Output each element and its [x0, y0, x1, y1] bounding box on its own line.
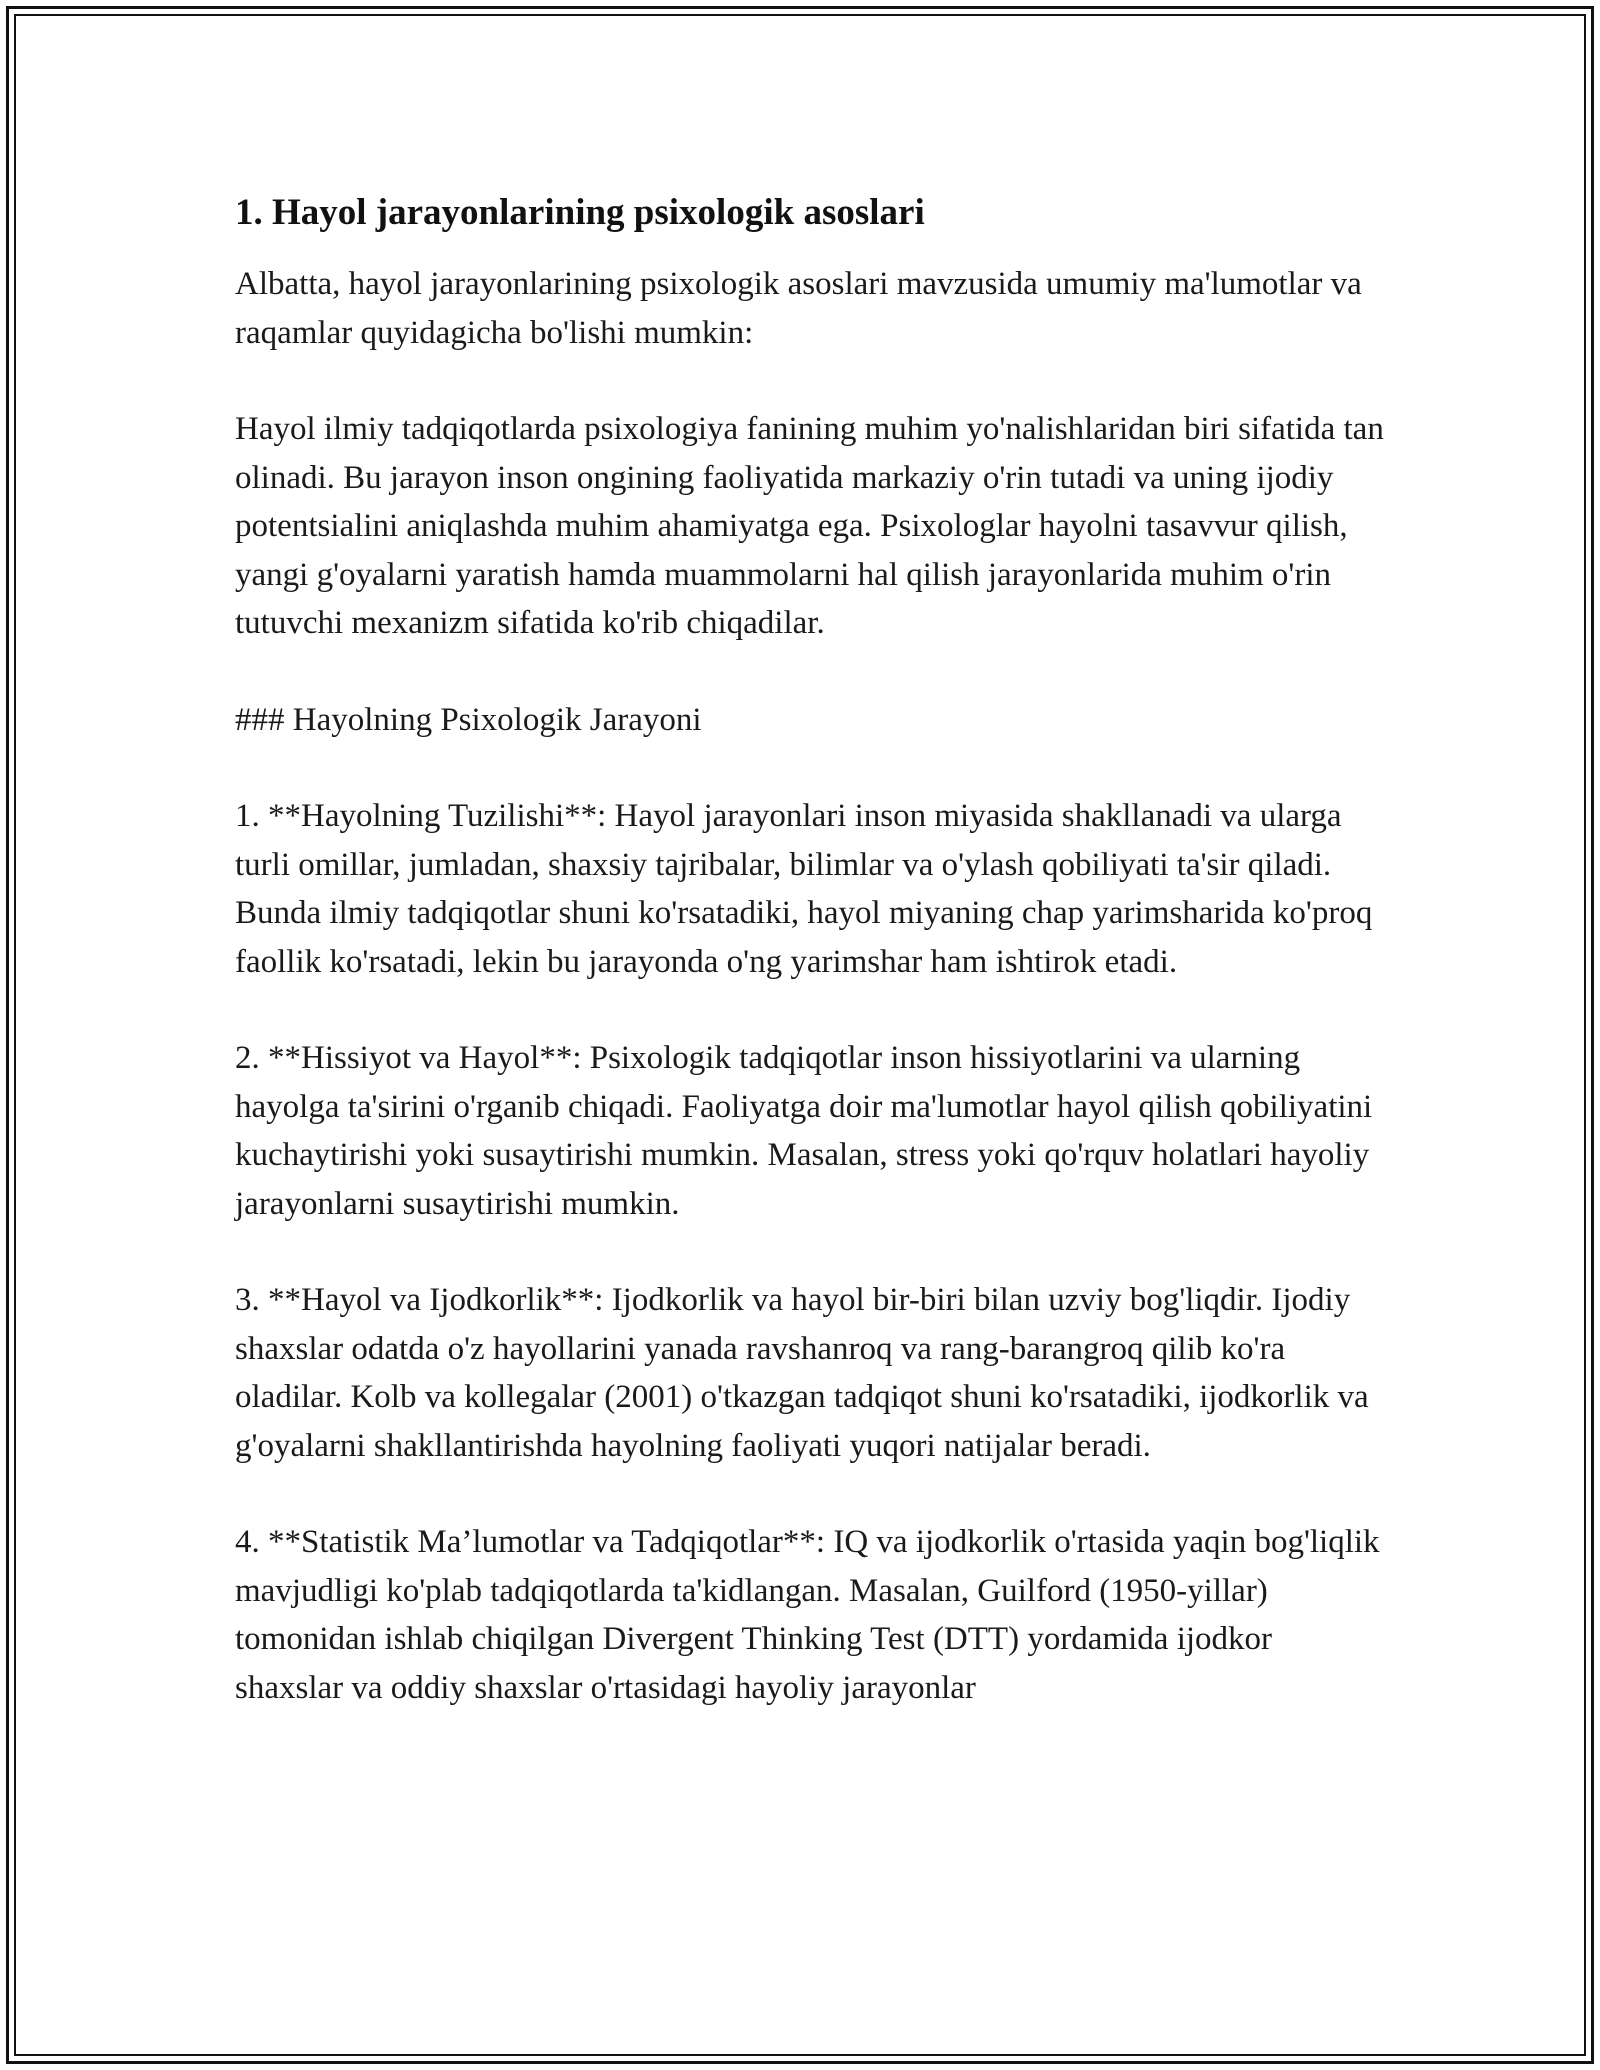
document-title: 1. Hayol jarayonlarining psixologik asoslari	[235, 192, 925, 233]
paragraph-item-4: 4. **Statistik Ma’lumotlar va Tadqiqotlar**: IQ va ijodkorlik o'rtasida yaqin bog'liqlik mavjudligi ko'plab tadqiqotlarda ta'kidlangan. Masalan, Guilford (1950-yillar) tomonidan ishlab chiqilgan Divergent Thinking Test (DTT) yordamida ijodkor shaxslar va oddiy shaxslar o'rtasidagi hayoliy jarayonlar	[235, 1524, 1380, 1706]
section-heading-text: ### Hayolning Psixologik Jarayoni	[235, 701, 702, 738]
paragraph-item-2: 2. **Hissiyot va Hayol**: Psixologik tadqiqotlar inson hissiyotlarini va ularning hayolga ta'sirini o'rganib chiqadi. Faoliyatga doir ma'lumotlar hayol qilish qobiliyatini kuchaytirishi yoki susaytirishi mumkin. Masalan, stress yoki qo'rquv holatlari hayoliy jarayonlarni susaytirishi mumkin.	[235, 1040, 1373, 1222]
paragraph-overview: Hayol ilmiy tadqiqotlarda psixologiya fanining muhim yo'nalishlaridan biri sifatida tan olinadi. Bu jarayon inson ongining faoliyatida markaziy o'rin tutadi va uning ijodiy potentsialini aniqlashda muhim ahamiyatga ega. Psixologlar hayolni tasavvur qilish, yangi g'oyalarni yaratish hamda muammolarni hal qilish jarayonlarida muhim o'rin tutuvchi mexanizm sifatida ko'rib chiqadilar.	[235, 411, 1384, 641]
paragraph-item-1: 1. **Hayolning Tuzilishi**: Hayol jarayonlari inson miyasida shakllanadi va ularga turli omillar, jumladan, shaxsiy tajribalar, bilimlar va o'ylash qobiliyati ta'sir qiladi. Bunda ilmiy tadqiqotlar shuni ko'rsatadiki, hayol miyaning chap yarimsharida ko'proq faollik ko'rsatadi, lekin bu jarayonda o'ng yarimshar ham ishtirok etadi.	[235, 798, 1373, 980]
document-body	[235, 188, 1385, 1760]
paragraph-item-3: 3. **Hayol va Ijodkorlik**: Ijodkorlik va hayol bir-biri bilan uzviy bog'liqdir. Ijodiy shaxslar odatda o'z hayollarini yanada ravshanroq va rang-barangroq qilib ko'ra oladilar. Kolb va kollegalar (2001) o'tkazgan tadqiqot shuni ko'rsatadiki, ijodkorlik va g'oyalarni shakllantirishda hayolning faoliyati yuqori natijalar beradi.	[235, 1282, 1369, 1464]
paragraph-intro: Albatta, hayol jarayonlarining psixologik asoslari mavzusida umumiy ma'lumotlar va raqamlar quyidagicha bo'lishi mumkin:	[235, 266, 1362, 351]
